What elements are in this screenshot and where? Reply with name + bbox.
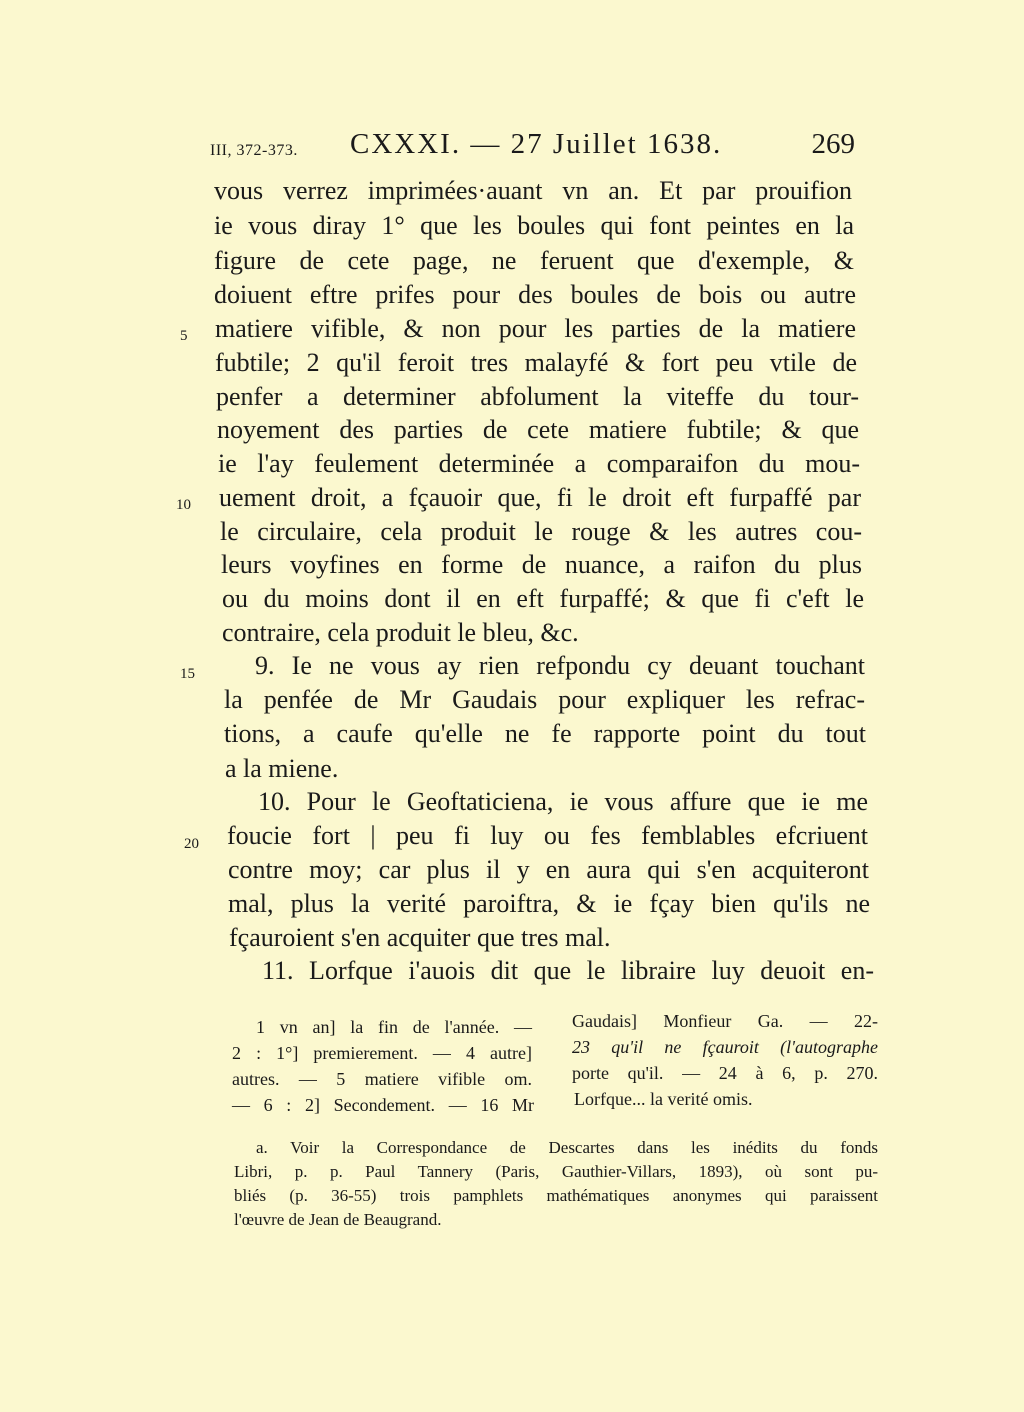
body-line: foucie fort | peu fi luy ou fes femblables efcriuent xyxy=(227,821,868,850)
line-number: 20 xyxy=(184,836,199,852)
variant-left-line: 2 : 1°] premierement. — 4 autre] xyxy=(232,1043,532,1063)
variant-right-line: Lorfque... la verité omis. xyxy=(574,1089,753,1109)
body-line: figure de cete page, ne feruent que d'exemple, & xyxy=(214,246,854,275)
footnote-line: a. Voir la Correspondance de Descartes dans les inédits du fonds xyxy=(256,1138,878,1157)
body-line: penfer a determiner abfolument la viteffe du tour- xyxy=(216,382,859,411)
variant-right-line: Gaudais] Monfieur Ga. — 22- xyxy=(572,1011,878,1031)
body-line: le circulaire, cela produit le rouge & les autres cou- xyxy=(220,517,862,546)
body-line: a la miene. xyxy=(225,754,339,783)
body-line: contre moy; car plus il y en aura qui s'en acquiteront xyxy=(228,855,869,884)
footnote-line: l'œuvre de Jean de Beaugrand. xyxy=(234,1210,442,1229)
variant-left-line: 1 vn an] la fin de l'année. — xyxy=(256,1017,532,1037)
body-line: tions, a caufe qu'elle ne fe rapporte point du tout xyxy=(224,719,866,748)
body-line: doiuent eftre prifes pour des boules de bois ou autre xyxy=(214,280,856,309)
variant-left-line: — 6 : 2] Secondement. — 16 Mr xyxy=(232,1095,534,1115)
body-line: ie vous diray 1° que les boules qui font peintes en la xyxy=(214,211,854,240)
body-line: contraire, cela produit le bleu, &c. xyxy=(222,618,579,647)
body-line: ie l'ay feulement determinée a comparaifon du mou- xyxy=(218,449,860,478)
line-number: 5 xyxy=(180,328,188,344)
body-line: ou du moins dont il en eft furpaffé; & que fi c'eft le xyxy=(222,584,864,613)
variant-left-line: autres. — 5 matiere vifible om. xyxy=(232,1069,532,1089)
line-number: 10 xyxy=(176,497,191,513)
body-line: 11. Lorfque i'auois dit que le libraire luy deuoit en- xyxy=(262,956,874,985)
body-line: leurs voyfines en forme de nuance, a raifon du plus xyxy=(221,550,862,579)
body-line: fubtile; 2 qu'il feroit tres malayfé & fort peu vtile de xyxy=(215,348,857,377)
page-header xyxy=(210,128,855,168)
body-line: 9. Ie ne vous ay rien refpondu cy deuant touchant xyxy=(255,651,865,680)
body-line: mal, plus la verité paroiftra, & ie fçay bien qu'ils ne xyxy=(228,889,870,918)
footnote-line: Libri, p. p. Paul Tannery (Paris, Gauthier-Villars, 1893), où sont pu- xyxy=(234,1162,878,1181)
header-reference: III, 372-373. xyxy=(210,142,298,159)
body-line: uement droit, a fçauoir que, fi le droit eft furpaffé par xyxy=(219,483,861,512)
page-number: 269 xyxy=(811,128,855,160)
body-line: 10. Pour le Geoftaticiena, ie vous affure que ie me xyxy=(258,787,868,816)
body-line: fçauroient s'en acquiter que tres mal. xyxy=(229,923,611,952)
body-line: la penfée de Mr Gaudais pour expliquer les refrac- xyxy=(224,685,865,714)
footnote-line: bliés (p. 36-55) trois pamphlets mathématiques anonymes qui paraissent xyxy=(234,1186,878,1205)
line-number: 15 xyxy=(180,666,195,682)
body-line: vous verrez imprimées·auant vn an. Et par prouifion xyxy=(214,176,852,205)
variant-right-line: 23 qu'il ne fçauroit (l'autographe xyxy=(572,1037,878,1057)
body-line: matiere vifible, & non pour les parties de la matiere xyxy=(215,314,856,343)
body-line: noyement des parties de cete matiere fubtile; & que xyxy=(217,415,859,444)
header-title: CXXXI. — 27 Juillet 1638. xyxy=(350,128,723,160)
variant-right-line: porte qu'il. — 24 à 6, p. 270. xyxy=(572,1063,878,1083)
